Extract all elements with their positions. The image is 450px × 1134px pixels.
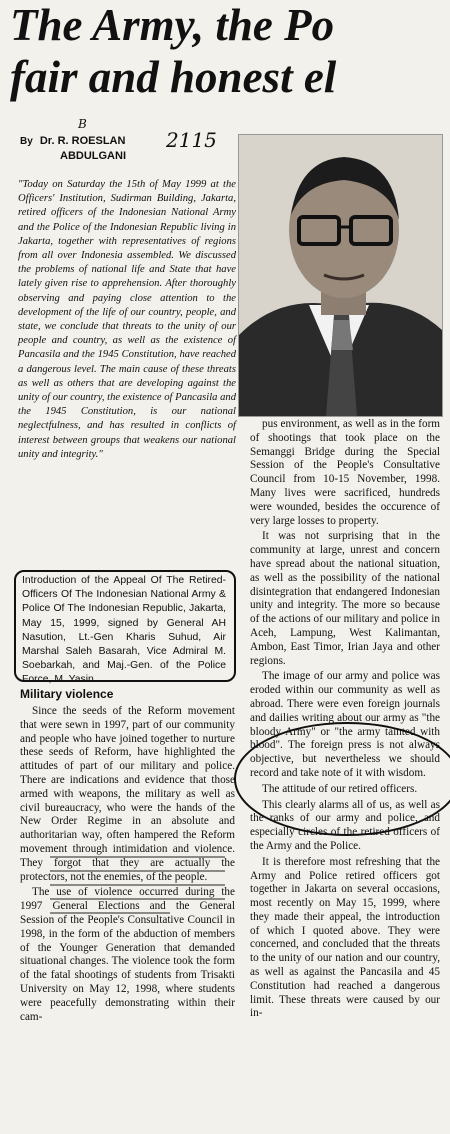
right-paragraph: It is therefore most refreshing that the Army and Police retired officers got together in Jakarta on several occasions, most recently on May 15, 1999, where they made their appeal, the introduction of which I quoted above. They were concerned, and concluded that the threats to the unity of our nation and our country, as well as against the Pancasila and 45 Constitution had reached a dangerous limit. These threats were caused by our in-	[250, 855, 440, 1020]
handwritten-note: 2115	[166, 128, 217, 152]
left-paragraph: Since the seeds of the Reform movement that were sewn in 1997, part of our community and people who have joined together to nurture these seeds of Reform, have highlighted the attitudes of part of our military and police. There are indications and evidence that those armed with weapons, the military as well as civil bureaucracy, who were the hands of the New Order Regime in an absolute and authoritarian way, often hampered the Reform movement through intimidation and violence. They forgot that they are actually the protectors, not the enemies, of the people.	[20, 705, 235, 883]
right-paragraph: This clearly alarms all of us, as well as the ranks of our army and police, and especially circles of the retired officers of the Army and the Police.	[250, 798, 440, 852]
headline-line-2: fair and honest el	[10, 52, 337, 102]
appeal-introduction: Introduction of the Appeal Of The Retired-Officers Of The Indonesian National Army & Police Of The Indonesian Republic, Jakarta, May 15, 1999, signed by General AH Nasution, Lt.-Gen Kharis Suhud, Air Marshal Saleh Basarah, Vice Admiral M. Soebarkah, and Maj.-Gen. of the Police Force, M. Yasin.	[22, 575, 226, 686]
handwritten-mark: B	[78, 117, 87, 131]
byline-name-line-2: ABDULGANI	[60, 150, 126, 162]
right-paragraph: It was not surprising that in the community at large, unrest and concern have spread about the national situation, as well as the possibility of the national disintegration that endangered Indonesian unity and integrity. The more so because of the actions of our military and police in Aceh, Lampung, West Kalimantan, Ambon, East Timor, Irian Jaya and other regions.	[250, 530, 440, 667]
portrait-illustration	[239, 135, 442, 416]
intro-quote: "Today on Saturday the 15th of May 1999 at the Officers' Institution, Sudirman Building, Jakarta, retired officers of the Indonesian National Army and the Police of the Indonesian Republic living in Jakarta, together with representatives of regions from all over Indonesia assembled. We discussed the problems of national life and State that have lately given rise to apprehension. After thoroughly observing and paying close attention to the development of the life of our country, people, and state, we conclude that threats to the unity of our people and country, as well as the existence of Pancasila and the 1945 Constitution, have reached a dangerous level. The main cause of these threats as well as others that are developing against the unity of our country, the existence of Pancasila and the 1945 Constitution, is our national neglectfulness, and has resulted in conflicts of interest between groups that weakens our national unity and integrity."	[18, 179, 237, 460]
headline-line-1: The Army, the Po	[10, 0, 335, 50]
left-column	[20, 705, 235, 1026]
author-portrait-photo	[238, 134, 443, 417]
byline-name-line-1: Dr. R. ROESLAN	[39, 135, 126, 147]
right-paragraph: pus environment, as well as in the form of shootings that took place on the Semanggi Bridge during the Special Session of the People's Consultative Council from 10-15 November, 1998. Many lives were sacrificed, hundreds were wounded, besides the occurence of very large losses to property.	[250, 418, 440, 527]
right-paragraph: The attitude of our retired officers.	[262, 782, 418, 795]
right-paragraph: The image of our army and police was eroded within our community as well as abroad. There were even foreign journals and dailies writing about our army as "the bloody Army" or "the army tainted with blood". The foreign press is not always objective, but nevertheless we should record and take note of it with wisdom.	[250, 670, 440, 779]
byline-prefix: By	[20, 136, 33, 147]
left-paragraph: The use of violence occurred during the 1997 General Elections and the General Session of the People's Consultative Council in 1998, in the form of the abduction of members of the Younger Generation that demanded situational changes. The violence took the form of the fatal shootings of students from Trisakti University on May 12, 1998, where students were peacefully demonstrating within their cam-	[20, 886, 235, 1023]
handdrawn-circle-mark	[234, 722, 450, 836]
headline	[10, 0, 450, 104]
right-column	[250, 418, 440, 1023]
section-subhead: Military violence	[20, 687, 114, 701]
